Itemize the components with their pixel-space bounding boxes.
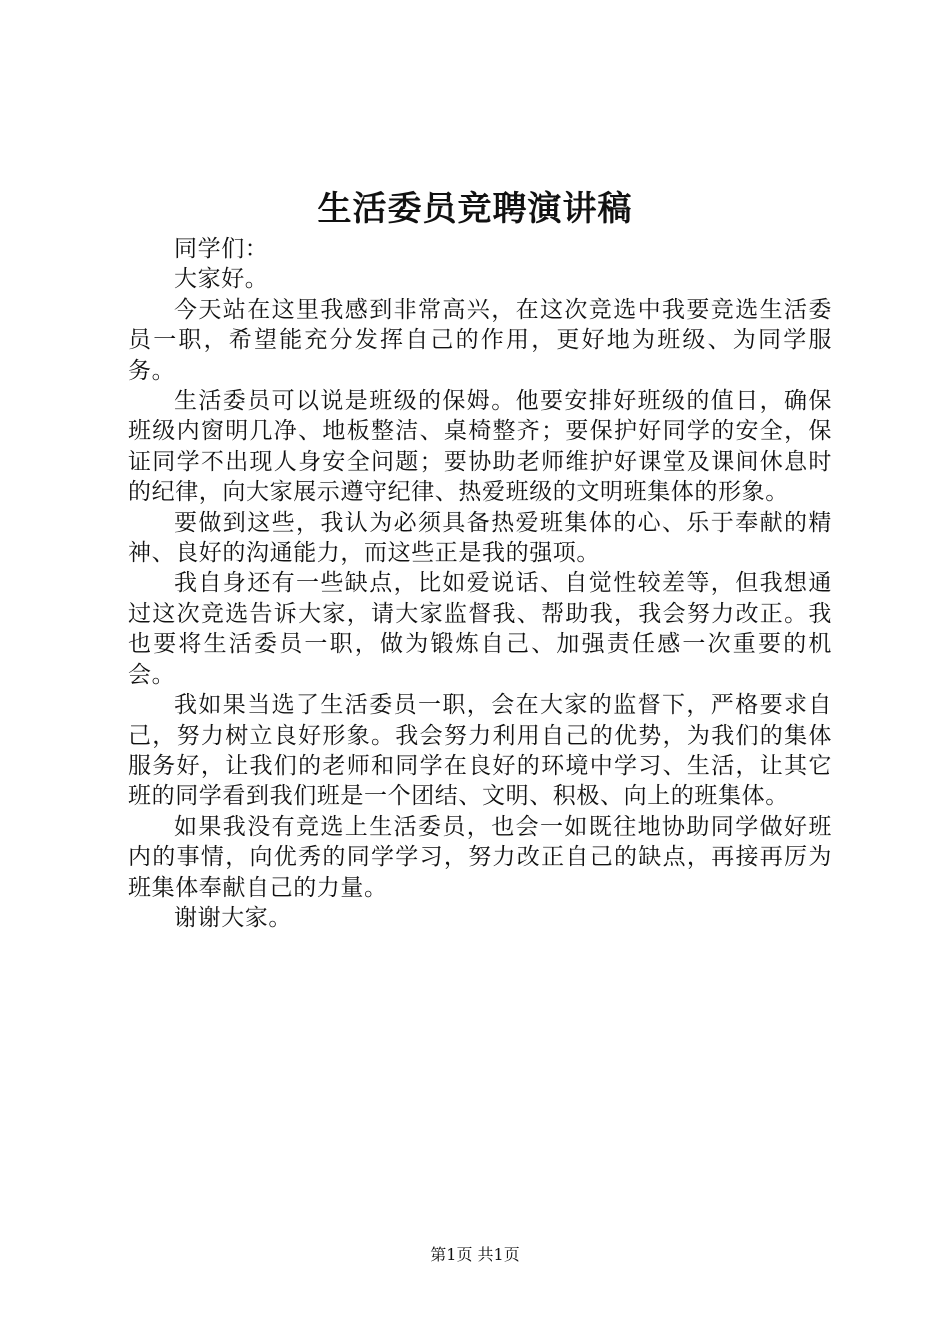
page-footer: 第1页 共1页 [430, 1245, 520, 1264]
paragraph-intro: 今天站在这里我感到非常高兴，在这次竞选中我要竞选生活委员一职，希望能充分发挥自己的作用，更好地为班级、为同学服务。 [128, 296, 832, 384]
greeting: 大家好。 [174, 266, 269, 293]
paragraph-weaknesses: 我自身还有一些缺点，比如爱说话、自觉性较差等，但我想通过这次竞选告诉大家，请大家监督我、帮助我，我会努力改正。我也要将生活委员一职，做为锻炼自己、加强责任感一次重要的机会。 [128, 570, 832, 688]
salutation: 同学们： [174, 236, 269, 262]
closing-thanks: 谢谢大家。 [174, 904, 292, 931]
paragraph-duties: 生活委员可以说是班级的保姆。他要安排好班级的值日，确保班级内窗明几净、地板整洁、桌椅整齐；要保护好同学的安全，保证同学不出现人身安全问题；要协助老师维护好课堂及课间休息时的纪律，向大家展示遵守纪律、热爱班级的文明班集体的形象。 [128, 388, 832, 506]
document-body [128, 234, 832, 933]
paragraph-if-not-elected: 如果我没有竞选上生活委员，也会一如既往地协助同学做好班内的事情，向优秀的同学学习，努力改正自己的缺点，再接再厉为班集体奉献自己的力量。 [128, 813, 832, 901]
paragraph-strengths: 要做到这些，我认为必须具备热爱班集体的心、乐于奉献的精神、良好的沟通能力，而这些正是我的强项。 [128, 509, 832, 567]
document-title: 生活委员竞聘演讲稿 [317, 189, 633, 229]
paragraph-if-elected: 我如果当选了生活委员一职，会在大家的监督下，严格要求自己，努力树立良好形象。我会努力利用自己的优势，为我们的集体服务好，让我们的老师和同学在良好的环境中学习、生活，让其它班的同学看到我们班是一个团结、文明、积极、向上的班集体。 [128, 692, 832, 810]
